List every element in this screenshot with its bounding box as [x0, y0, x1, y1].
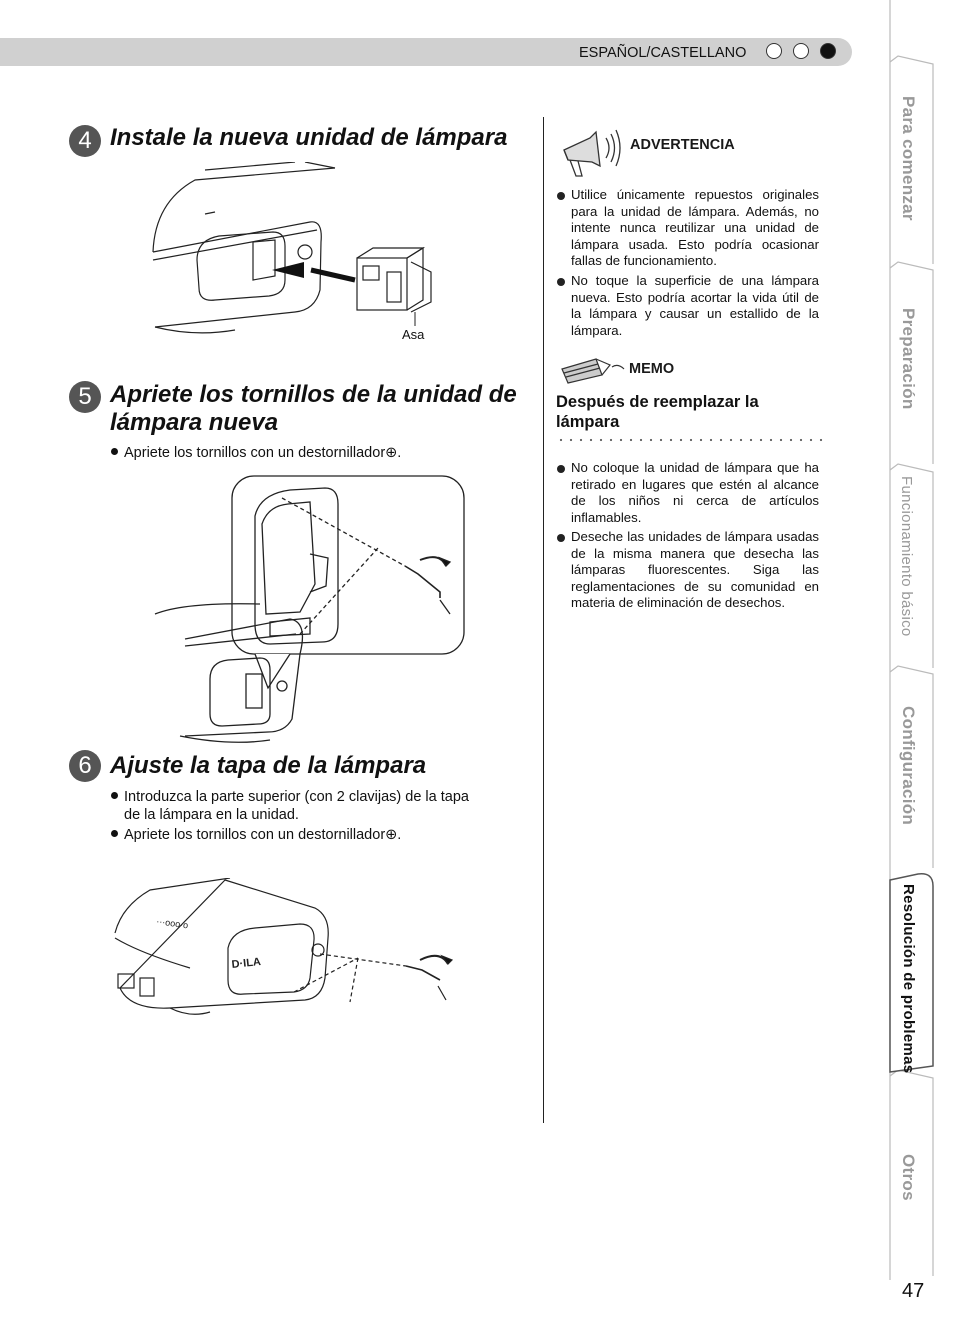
memo-heading: Después de reemplazar la lámpara: [556, 393, 759, 431]
step-6-bullet-2: Apriete los tornillos con un destornillador⊕.: [111, 826, 401, 844]
side-tab-funcionamiento-basico[interactable]: Funcionamiento básico: [898, 476, 915, 637]
callout-asa: Asa: [402, 327, 425, 342]
megaphone-icon: [556, 126, 624, 180]
lamp-cover-illustration: [110, 878, 460, 1023]
step-5-title-line1: Apriete los tornillos de la unidad de: [110, 381, 517, 408]
tighten-screws-illustration: [150, 474, 470, 749]
step-4-title: Instale la nueva unidad de lámpara: [110, 124, 508, 151]
pencil-icon: [558, 355, 628, 385]
install-lamp-illustration: [135, 162, 445, 342]
memo-bullet-1: No coloque la unidad de lámpara que ha retirado en lugares que estén al alcance de los niños ni cerca de artículos inflamables.: [557, 460, 819, 526]
step-5-title-line2: lámpara nueva: [110, 409, 279, 436]
side-tab-preparacion[interactable]: Preparación: [899, 308, 918, 410]
dotted-separator: [556, 438, 824, 442]
page-indicator-dot: [766, 43, 782, 59]
warning-bullet-2: No toque la superficie de una lámpara nueva. Esto podría acortar la vida útil de la lámpara y causar un estallido de la lámpara.: [557, 273, 819, 339]
svg-text:D·ILA: D·ILA: [231, 955, 262, 971]
step-6-bullet-1-cont: de la lámpara en la unidad.: [124, 807, 299, 823]
page-number: 47: [902, 1280, 925, 1302]
side-tab-configuracion[interactable]: Configuración: [899, 706, 918, 826]
memo-label: MEMO: [629, 361, 675, 377]
side-tab-otros[interactable]: Otros: [899, 1154, 918, 1201]
page-indicator-dot-active: [820, 43, 836, 59]
warning-bullet-1: Utilice únicamente repuestos originales para la unidad de lámpara. Además, no intente nunca reutilizar una unidad de lámpara usada. Esto podría ocasionar fallas de funcionamiento.: [557, 187, 819, 270]
side-tab-para-comenzar[interactable]: Para comenzar: [899, 96, 918, 221]
column-divider: [543, 117, 544, 1123]
step-6-number: 6: [69, 750, 101, 782]
step-6-bullet-1: Introduzca la parte superior (con 2 clavijas) de la tapa: [111, 788, 469, 806]
step-5-number: 5: [69, 381, 101, 413]
step-6-title: Ajuste la tapa de la lámpara: [110, 752, 427, 779]
step-4-number: 4: [69, 125, 101, 157]
svg-text:···ooo·o: ···ooo·o: [155, 916, 189, 931]
side-tab-resolucion-de-problemas[interactable]: Resolución de problemas: [900, 884, 917, 1074]
step-5-bullet: Apriete los tornillos con un destornillador⊕.: [111, 444, 401, 462]
language-label: ESPAÑOL/CASTELLANO: [579, 45, 747, 61]
page-indicator-dot: [793, 43, 809, 59]
memo-bullet-2: Deseche las unidades de lámpara usadas de la misma manera que desecha las lámparas fluorescentes. Siga las reglamentaciones de su comunidad en materia de eliminación de desechos.: [557, 529, 819, 612]
warning-label: ADVERTENCIA: [630, 137, 735, 153]
